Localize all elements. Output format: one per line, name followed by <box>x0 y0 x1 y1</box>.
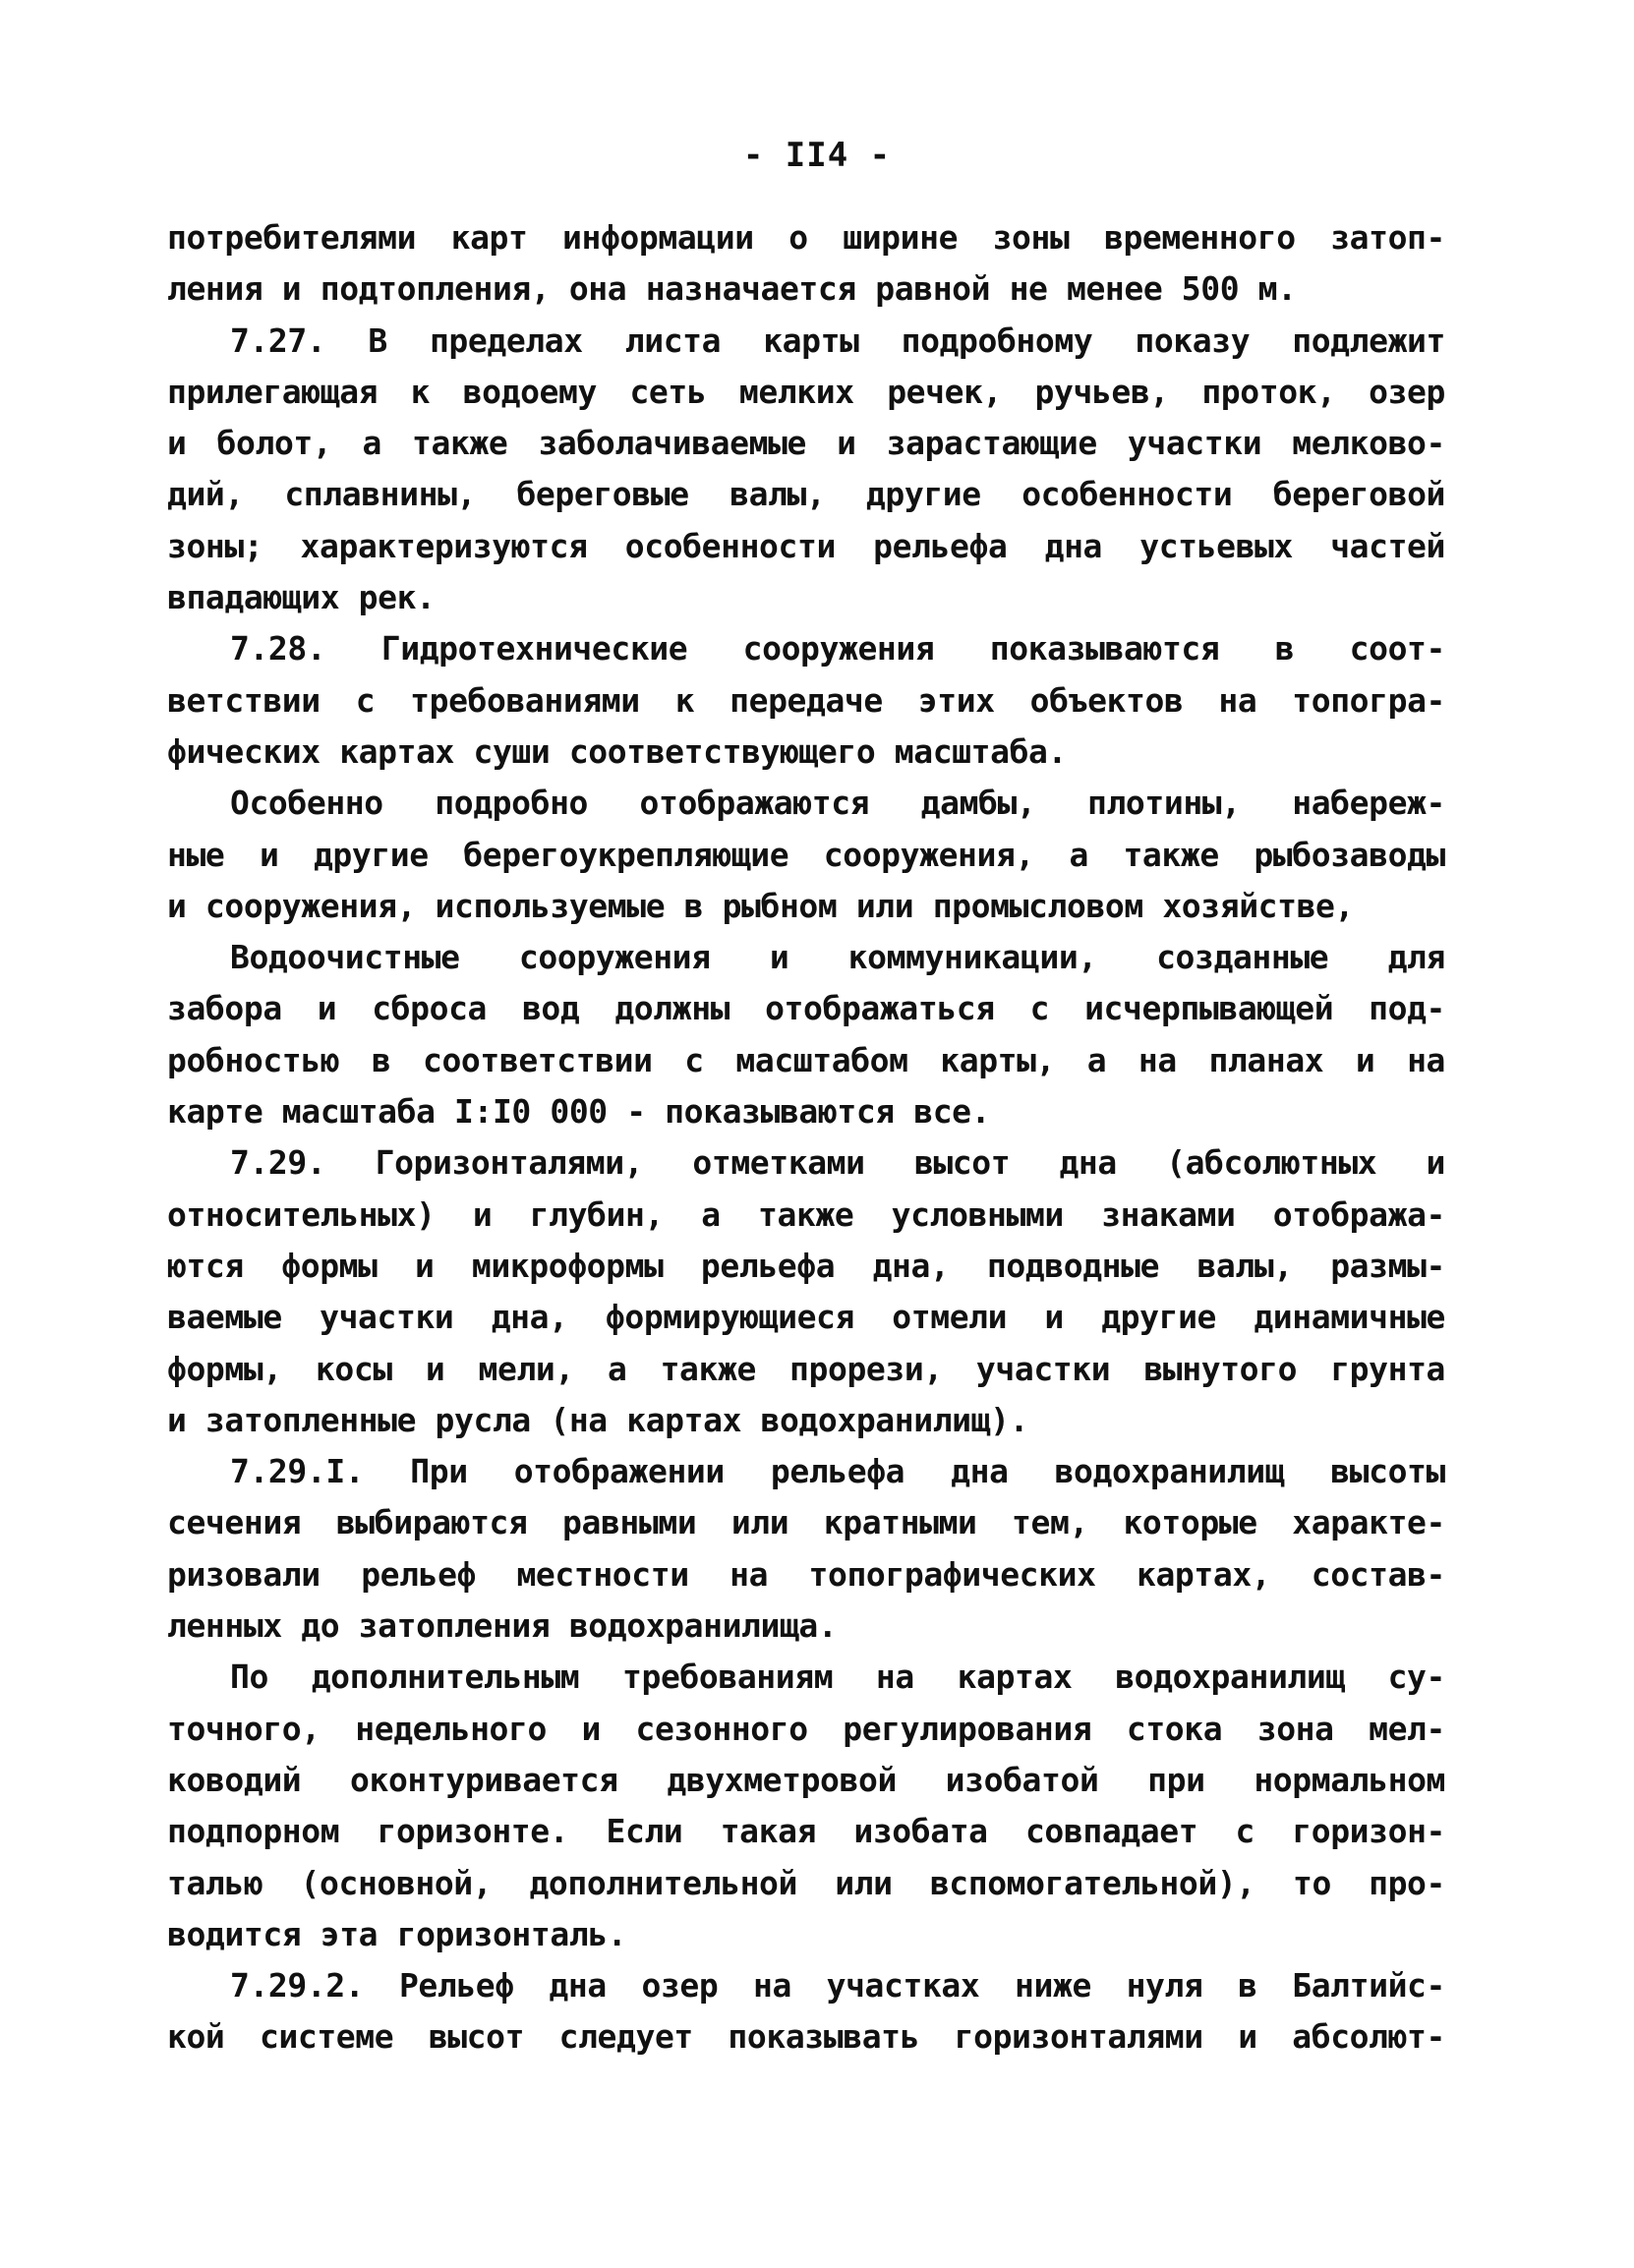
text-line: талью (основной, дополнительной или вспомогательной), то про- <box>167 1863 1445 1902</box>
text-line: впадающих рек. <box>167 578 436 617</box>
text-line: и сооружения, используемые в рыбном или промысловом хозяйстве, <box>167 886 1354 925</box>
text-line: По дополнительным требованиям на картах водохранилищ су- <box>230 1657 1445 1697</box>
text-line: кой системе высот следует показывать горизонталями и абсолют- <box>167 2017 1445 2057</box>
text-line: фических картах суши соответствующего масштаба. <box>167 731 1067 771</box>
body-text <box>167 212 1445 2064</box>
text-line: 7.28. Гидротехнические сооружения показываются в соот- <box>230 629 1445 669</box>
text-line: водится эта горизонталь. <box>167 1914 627 1953</box>
text-line: подпорном горизонте. Если такая изобата совпадает с горизон- <box>167 1812 1445 1851</box>
text-line: ются формы и микроформы рельефа дна, подводные валы, размы- <box>167 1246 1445 1285</box>
text-line: зоны; характеризуются особенности рельефа дна устьевых частей <box>167 526 1445 565</box>
text-line: и болот, а также заболачиваемые и зарастающие участки мелково- <box>167 424 1445 463</box>
text-line: и затопленные русла (на картах водохранилищ). <box>167 1400 1029 1439</box>
text-line: 7.27. В пределах листа карты подробному показу подлежит <box>230 320 1445 360</box>
text-line: робностью в соответствии с масштабом карты, а на планах и на <box>167 1040 1445 1079</box>
text-line: 7.29.2. Рельеф дна озер на участках ниже нуля в Балтийс- <box>230 1966 1445 2006</box>
text-line: ленных до затопления водохранилища. <box>167 1606 838 1646</box>
text-line: потребителями карт информации о ширине зоны временного затоп- <box>167 218 1445 257</box>
text-line: ные и другие берегоукрепляющие сооружения, а также рыбозаводы <box>167 835 1445 874</box>
text-line: 7.29.I. При отображении рельефа дна водохранилищ высоты <box>230 1452 1445 1491</box>
text-line: формы, косы и мели, а также прорези, участки вынутого грунта <box>167 1349 1445 1388</box>
text-line: Особенно подробно отображаются дамбы, плотины, набереж- <box>230 784 1445 823</box>
text-line: ризовали рельеф местности на топографических картах, состав- <box>167 1554 1445 1594</box>
text-line: ководий оконтуривается двухметровой изобатой при нормальном <box>167 1760 1445 1799</box>
text-line: прилегающая к водоему сеть мелких речек, ручьев, проток, озер <box>167 372 1445 411</box>
page-number: - II4 - <box>742 136 892 175</box>
text-line: сечения выбираются равными или кратными тем, которые характе- <box>167 1503 1445 1542</box>
text-line: точного, недельного и сезонного регулирования стока зона мел- <box>167 1709 1445 1748</box>
text-line: ваемые участки дна, формирующиеся отмели и другие динамичные <box>167 1298 1445 1337</box>
text-line: Водоочистные сооружения и коммуникации, созданные для <box>230 938 1445 977</box>
text-line: забора и сброса вод должны отображаться с исчерпывающей под- <box>167 989 1445 1028</box>
text-line: ветствии с требованиями к передаче этих объектов на топогра- <box>167 680 1445 720</box>
text-line: ления и подтопления, она назначается равной не менее 500 м. <box>167 269 1297 309</box>
text-line: дий, сплавнины, береговые валы, другие особенности береговой <box>167 475 1445 514</box>
text-line: карте масштаба I:I0 000 - показываются все. <box>167 1092 991 1132</box>
text-line: относительных) и глубин, а также условными знаками отобража- <box>167 1194 1445 1234</box>
text-line: 7.29. Горизонталями, отметками высот дна (абсолютных и <box>230 1143 1445 1183</box>
